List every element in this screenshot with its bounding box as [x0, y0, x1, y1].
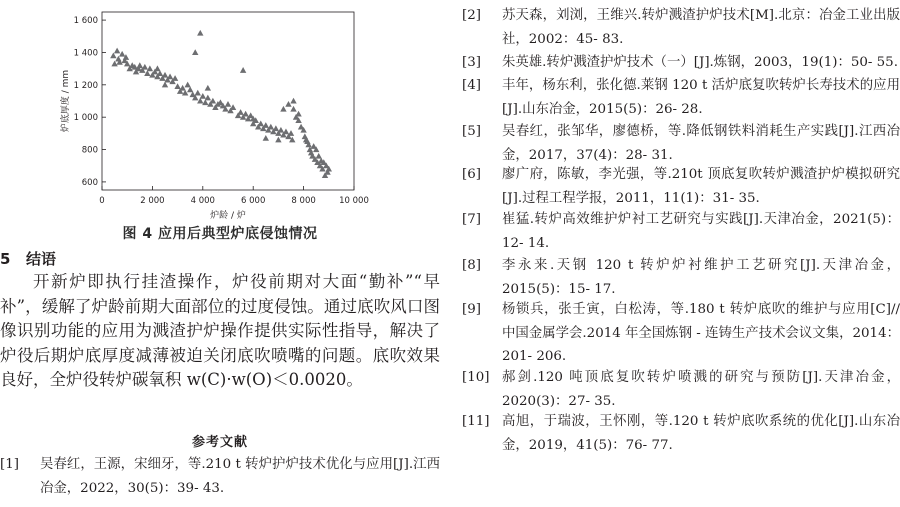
reference-number: [8]: [462, 258, 481, 273]
y-tick-label: 1 200: [73, 80, 98, 91]
section-number: 5: [0, 250, 11, 268]
data-point: [263, 135, 269, 141]
data-point: [205, 85, 211, 91]
scatter-chart: [54, 0, 374, 222]
data-point: [285, 101, 291, 107]
data-point: [142, 64, 148, 70]
x-tick-label: 4 000: [190, 196, 215, 206]
data-point: [210, 98, 216, 104]
reference-text: 郝剑.120 吨顶底复吹转炉喷溅的研究与预防[J].天津冶金，2020(3)：27- 35.: [502, 370, 900, 409]
data-point: [273, 125, 279, 131]
data-point: [225, 101, 231, 107]
reference-text: 高旭，于瑞波，王怀刚，等.120 t 转炉底吹系统的优化[J].山东冶金，2019，41(5)：76- 77.: [502, 414, 900, 453]
data-point: [179, 85, 185, 91]
x-tick-label: 8 000: [291, 196, 316, 206]
section-heading: [0, 248, 56, 269]
data-point: [268, 124, 274, 130]
x-tick-label: 6 000: [241, 196, 266, 206]
section-title: 结语: [26, 250, 57, 268]
x-tick-label: 10 000: [339, 196, 369, 206]
reference-number: [7]: [462, 212, 481, 227]
right-column: [462, 0, 900, 507]
data-point: [167, 74, 173, 80]
data-point: [290, 98, 296, 104]
reference-number: [1]: [0, 457, 19, 472]
data-point: [258, 120, 264, 126]
x-tick-label: 0: [99, 196, 105, 206]
reference-number: [3]: [462, 55, 481, 70]
data-point: [240, 67, 246, 73]
data-point: [316, 153, 322, 159]
data-point: [192, 49, 198, 55]
reference-number: [4]: [462, 78, 481, 93]
data-point: [288, 130, 294, 136]
reference-text: 李永来.天钢 120 t 转炉炉衬维护工艺研究[J].天津冶金，2015(5)：15- 17.: [502, 258, 900, 297]
reference-text: 廖广府，陈敏，李光强，等.210t 顶底复吹转炉溅渣护炉模拟研究[J].过程工程学报，2011，11(1)：31- 35.: [502, 167, 900, 206]
data-point: [230, 104, 236, 110]
reference-text: 吴春红，王源，宋细牙，等.210 t 转炉护炉技术优化与应用[J].江西冶金，2022，30(5)：39- 43.: [40, 457, 440, 496]
data-point: [242, 111, 248, 117]
x-axis-label: 炉龄 / 炉: [210, 211, 246, 221]
data-point: [195, 90, 201, 96]
reference-text: 苏天森，刘浏，王维兴.转炉溅渣护炉技术[M].北京：冶金工业出版社，2002：45- 83.: [502, 8, 900, 47]
data-point: [137, 62, 143, 68]
conclusion-text: [0, 270, 440, 393]
y-tick-label: 1 400: [73, 48, 98, 59]
references-heading: 参考文献: [191, 435, 248, 450]
figure-4: [54, 0, 374, 225]
x-tick-label: 2 000: [140, 196, 165, 206]
data-point: [147, 65, 153, 71]
data-point: [205, 95, 211, 101]
y-tick-label: 800: [81, 145, 98, 156]
left-column: [0, 0, 440, 507]
y-tick-label: 600: [81, 177, 98, 188]
data-point: [237, 109, 243, 115]
y-axis-label: 炉底厚度 / mm: [61, 69, 71, 133]
reference-text: 朱英雄.转炉溅渣护炉技术（一）[J].炼钢，2003，19(1)：50- 55.: [502, 55, 898, 70]
reference-number: [11]: [462, 414, 490, 429]
data-point: [162, 72, 168, 78]
reference-number: [5]: [462, 124, 481, 139]
reference-text: 吴春红，张邹华，廖德桥，等.降低钢铁料消耗生产实践[J].江西冶金，2017，37(4)：28- 31.: [502, 124, 900, 163]
data-point: [154, 65, 160, 71]
data-point: [283, 129, 289, 135]
reference-number: [2]: [462, 8, 481, 23]
data-point: [200, 93, 206, 99]
data-point: [114, 48, 120, 54]
data-point: [172, 75, 178, 81]
data-point: [263, 122, 269, 128]
reference-text: 杨锁兵，张壬寅，白松涛，等.180 t 转炉底吹的维护与应用[C]// 中国金属学会.2014 年全国炼钢 - 连铸生产技术会议文集，2014：201- 206.: [502, 302, 900, 364]
data-point: [302, 133, 308, 139]
reference-text: 丰年，杨东利，张化德.莱钢 120 t 活炉底复吹转炉长寿技术的应用[J].山东冶金，2015(5)：26- 28.: [502, 78, 900, 117]
data-point: [184, 82, 190, 88]
reference-number: [6]: [462, 167, 481, 182]
y-tick-label: 1 000: [73, 113, 98, 124]
figure-caption: 图 4 应用后典型炉底侵蚀情况: [122, 226, 318, 242]
data-point: [278, 127, 284, 133]
y-tick-label: 1 600: [73, 16, 98, 27]
reference-number: [9]: [462, 302, 481, 317]
data-point: [119, 51, 125, 57]
conclusion-paragraph: 开新炉即执行挂渣操作，炉役前期对大面“勤补”“早补”，缓解了炉龄前期大面部位的过度侵蚀。通过底吹风口图像识别功能的应用为溅渣护炉操作提供实际性指导，解决了炉役后期炉底厚度减薄被迫关闭底吹喷嘴的问题。底吹效果良好，全炉役转炉碳氧积 w(C)·w(O)＜0.0020。: [0, 272, 440, 390]
reference-text: 崔猛.转炉高效维护炉衬工艺研究与实践[J].天津冶金，2021(5)：12- 14.: [502, 212, 900, 251]
data-point: [197, 30, 203, 36]
reference-number: [10]: [462, 370, 490, 385]
